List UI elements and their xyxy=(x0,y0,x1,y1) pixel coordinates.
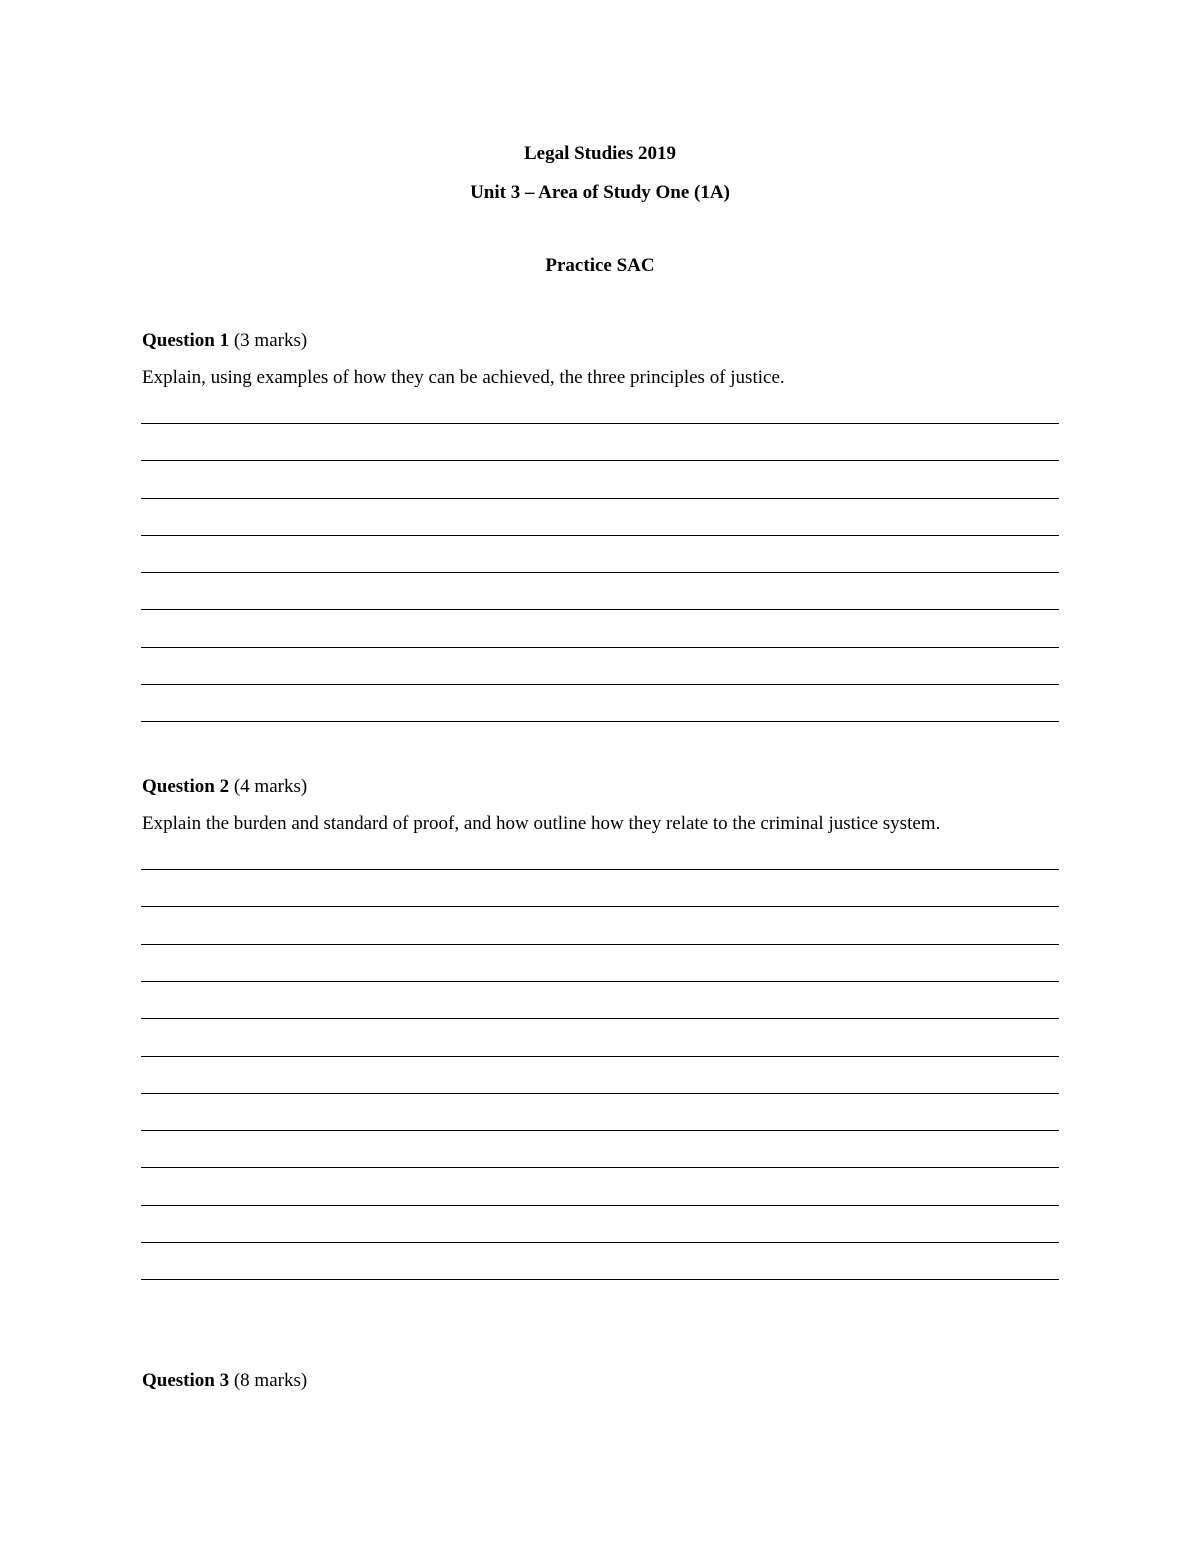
question-1-answer-line[interactable] xyxy=(141,572,1059,573)
question-2-answer-line[interactable] xyxy=(141,1205,1059,1206)
question-2-answer-line[interactable] xyxy=(141,869,1059,870)
question-1-heading xyxy=(142,329,307,353)
question-2-prompt: Explain the burden and standard of proof, and how outline how they relate to the criminal justice system. xyxy=(142,813,941,834)
question-2-answer-line[interactable] xyxy=(141,944,1059,945)
document-title: Legal Studies 2019 xyxy=(523,143,677,164)
question-2-answer-line[interactable] xyxy=(141,981,1059,982)
question-1-answer-line[interactable] xyxy=(141,609,1059,610)
question-2-answer-line[interactable] xyxy=(141,1093,1059,1094)
question-1-label: Question 1 xyxy=(142,330,230,351)
question-2-label: Question 2 xyxy=(142,776,230,797)
question-3-marks: (8 marks) xyxy=(233,1370,308,1391)
question-1-answer-line[interactable] xyxy=(141,423,1059,424)
question-2-marks: (4 marks) xyxy=(233,776,308,797)
question-2-answer-line[interactable] xyxy=(141,1130,1059,1131)
question-2-heading xyxy=(142,775,307,799)
question-2-answer-line[interactable] xyxy=(141,1056,1059,1057)
question-1-marks: (3 marks) xyxy=(233,330,308,351)
question-1-answer-line[interactable] xyxy=(141,647,1059,648)
question-1-answer-line[interactable] xyxy=(141,684,1059,685)
question-2-answer-line[interactable] xyxy=(141,1018,1059,1019)
question-3-label: Question 3 xyxy=(142,1370,230,1391)
question-2-answer-line[interactable] xyxy=(141,1242,1059,1243)
question-3-heading xyxy=(142,1369,307,1393)
question-1-answer-line[interactable] xyxy=(141,460,1059,461)
question-2-answer-line[interactable] xyxy=(141,906,1059,907)
assessment-title: Practice SAC xyxy=(545,255,655,276)
document-subtitle: Unit 3 – Area of Study One (1A) xyxy=(470,182,730,203)
question-2-answer-line[interactable] xyxy=(141,1167,1059,1168)
question-1-answer-line[interactable] xyxy=(141,535,1059,536)
question-1-answer-line[interactable] xyxy=(141,498,1059,499)
question-2-answer-line[interactable] xyxy=(141,1279,1059,1280)
question-1-prompt: Explain, using examples of how they can be achieved, the three principles of justice. xyxy=(142,367,785,388)
question-1-answer-line[interactable] xyxy=(141,721,1059,722)
